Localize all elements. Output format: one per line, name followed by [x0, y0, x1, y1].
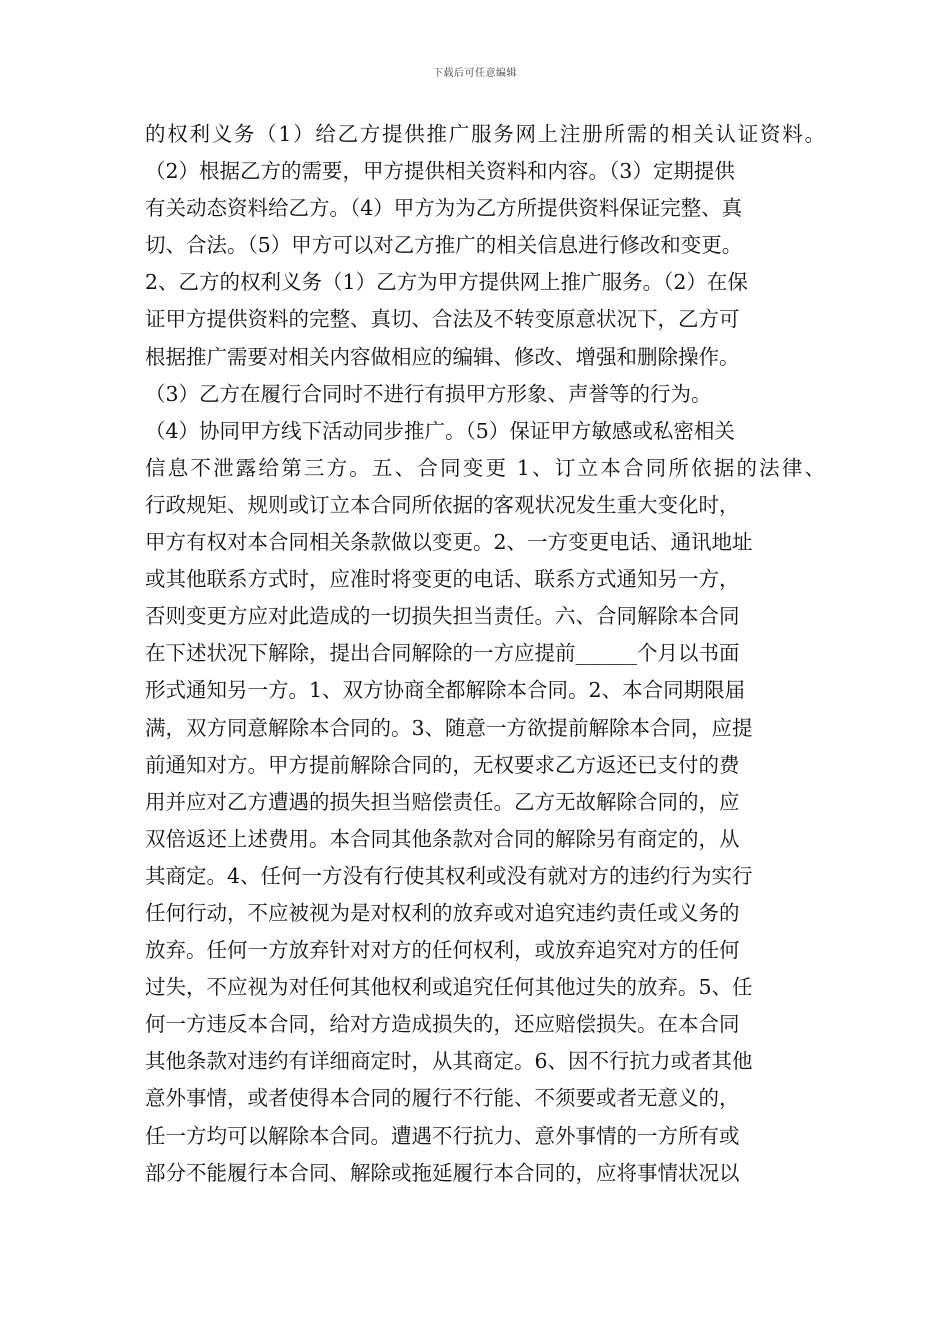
body-line: 在下述状况下解除，提出合同解除的一方应提前______个月以书面 — [145, 641, 740, 666]
body-line: 任一方均可以解除本合同。遭遇不行抗力、意外事情的一方所有或 — [145, 1123, 740, 1148]
body-line: 过失，不应视为对任何其他权利或追究任何其他过失的放弃。5、任 — [145, 975, 753, 1000]
contract-body — [145, 116, 828, 1192]
body-line: 前通知对方。甲方提前解除合同的，无权要求乙方返还已支付的费 — [145, 752, 740, 777]
body-line: 意外事情，或者使得本合同的履行不行能、不须要或者无意义的， — [145, 1086, 740, 1111]
body-line: 其商定。4、任何一方没有行使其权利或没有就对方的违约行为实行 — [145, 863, 753, 888]
body-line: （3）乙方在履行合同时不进行有损甲方形象、声誉等的行为。 — [145, 381, 712, 406]
body-line: 放弃。任何一方放弃针对对方的任何权利，或放弃追究对方的任何 — [145, 938, 740, 963]
body-line: 2、乙方的权利义务（1）乙方为甲方提供网上推广服务。（2）在保 — [145, 270, 748, 295]
page-header: 下载后可任意编辑 — [433, 68, 517, 79]
body-line: 根据推广需要对相关内容做相应的编辑、修改、增强和删除操作。 — [145, 344, 740, 369]
body-line: 信息不泄露给第三方。五、合同变更 1、订立本合同所依据的法律、 — [145, 455, 828, 480]
body-line: 甲方有权对本合同相关条款做以变更。2、一方变更电话、通讯地址 — [145, 530, 753, 555]
body-line: 任何行动，不应被视为是对权利的放弃或对追究违约责任或义务的 — [145, 900, 740, 925]
body-line: 切、合法。（5）甲方可以对乙方推广的相关信息进行修改和变更。 — [145, 233, 743, 258]
body-line: 否则变更方应对此造成的一切损失担当责任。六、合同解除本合同 — [145, 604, 740, 629]
body-line: 双倍返还上述费用。本合同其他条款对合同的解除另有商定的，从 — [145, 826, 740, 851]
body-line: 的权利义务（1）给乙方提供推广服务网上注册所需的相关认证资料。 — [145, 122, 827, 146]
body-line: 部分不能履行本合同、解除或拖延履行本合同的，应将事情状况以 — [145, 1160, 740, 1185]
body-line: 或其他联系方式时，应准时将变更的电话、联系方式通知另一方， — [145, 567, 740, 592]
body-line: 其他条款对违约有详细商定时，从其商定。6、因不行抗力或者其他 — [145, 1049, 753, 1074]
body-line: 用并应对乙方遭遇的损失担当赔偿责任。乙方无故解除合同的，应 — [145, 789, 740, 814]
body-line: 形式通知另一方。1、双方协商全都解除本合同。2、本合同期限届 — [145, 678, 746, 703]
body-line: 证甲方提供资料的完整、真切、合法及不转变原意状况下，乙方可 — [145, 307, 740, 332]
body-line: （2）根据乙方的需要，甲方提供相关资料和内容。（3）定期提供 — [145, 159, 735, 184]
body-line: 何一方违反本合同，给对方造成损失的，还应赔偿损失。在本合同 — [145, 1012, 740, 1037]
body-line: 有关动态资料给乙方。（4）甲方为为乙方所提供资料保证完整、真 — [145, 196, 743, 221]
body-line: 满，双方同意解除本合同的。3、随意一方欲提前解除本合同，应提 — [145, 715, 753, 740]
body-line: 行政规矩、规则或订立本合同所依据的客观状况发生重大变化时， — [145, 492, 740, 517]
body-line: （4）协同甲方线下活动同步推广。（5）保证甲方敏感或私密相关 — [145, 418, 735, 443]
